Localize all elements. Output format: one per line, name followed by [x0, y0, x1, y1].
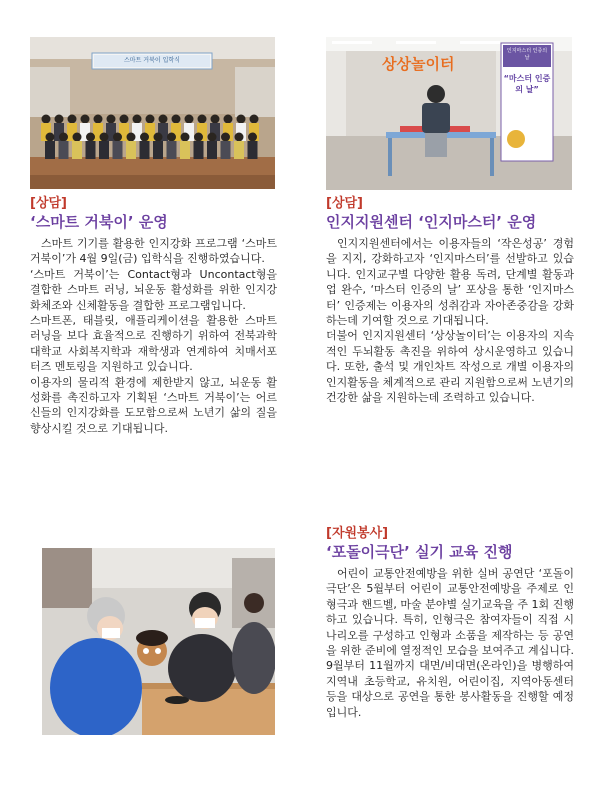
play-room-sign: 상상놀이터 — [382, 55, 455, 73]
article-paragraph: 인지지원센터에서는 이용자들의 ‘작은성공’ 경험을 지지, 강화하고자 ‘인지마스터’를 선발하고 있습니다. 인지교구별 다양한 활용 독려, 단계별 활동과업 완수, ‘마스터 인증의 날’ 포상을 통한 ‘인지마스터’ 인증제는 이용자의 성취감과 자아존중감을 강화하는데 기여할 것으로 기대됩니다. — [326, 237, 574, 328]
article-category: [상담] — [30, 196, 67, 211]
article-puppet-troupe — [326, 526, 574, 720]
group-photo — [30, 37, 275, 189]
article-title: ‘스마트 거북이’ 운영 — [30, 213, 168, 231]
standee-top-text: 인지마스터 인증의 날 — [506, 48, 548, 61]
article-paragraph: 더불어 인지지원센터 ‘상상놀이터’는 이용자의 지속적인 두뇌활동 촉진을 위하여 상시운영하고 있습니다. 또한, 출석 및 개인차트 작성으로 개별 이용자의 인지활동을 체계적으로 관리 지원함으로써 노년기의 건강한 삶을 지원하는데 조력하고 있습니다. — [326, 329, 574, 405]
article-paragraph: 스마트 기기를 활용한 인지강화 프로그램 ‘스마트 거북이’가 4월 9일(금) 입학식을 진행하였습니다. — [30, 237, 277, 266]
standee-title: “마스터 인증의 날” — [503, 74, 551, 94]
article-category: [자원봉사] — [326, 526, 389, 541]
article-paragraph: 어린이 교통안전예방을 위한 실버 공연단 ‘포돌이극단’은 5월부터 어린이 교통안전예방을 주제로 인형극과 핸드벨, 마술 분야별 실기교육을 주 1회 진행하고 있습니다. 특히, 인형극은 참여자들이 직접 시나리오를 구성하고 인형과 소품을 제작하는 등 공연을 위한 준비에 열정적인 모습을 보여주고 계십니다. 9월부터 11월까지 대면/비대면(온라인)을 병행하여 지역내 초등학교, 유치원, 어린이집, 지역아동센터 등을 대상으로 공연을 통한 봉사활동을 진행할 예정입니다. — [326, 567, 574, 719]
play-room-photo — [326, 37, 572, 190]
article-category: [상담] — [326, 196, 363, 211]
article-paragraph: 스마트폰, 태블릿, 애플리케이션을 활용한 스마트 러닝을 보다 효율적으로 진행하기 위하여 전북과학대학교 사회복지학과 재학생과 연계하여 치매서포터즈 멘토링을 지원하고 있습니다. — [30, 314, 277, 374]
article-title: 인지지원센터 ‘인지마스터’ 운영 — [326, 213, 537, 231]
article-title: ‘포돌이극단’ 실기 교육 진행 — [326, 543, 513, 561]
group-photo-banner-text: 스마트 거북이 입학식 — [124, 57, 180, 64]
article-paragraph: ‘스마트 거북이’는 Contact형과 Uncontact형을 결합한 스마트 러닝, 뇌운동 활성화를 위한 인지강화체조와 신체활동을 결합한 프로그램입니다. — [30, 267, 277, 312]
article-paragraph: 이용자의 물리적 환경에 제한받지 않고, 뇌운동 활성화를 촉진하고자 기획된 ‘스마트 거북이’는 어르신들의 인지강화를 도모함으로써 노년기 삶의 질을 향상시킬 것으로 기대됩니다. — [30, 375, 277, 435]
puppet-workshop-photo-image — [42, 548, 275, 735]
puppet-workshop-photo — [42, 548, 275, 735]
article-smart-turtle — [30, 196, 277, 436]
article-cognitive-master — [326, 196, 574, 405]
